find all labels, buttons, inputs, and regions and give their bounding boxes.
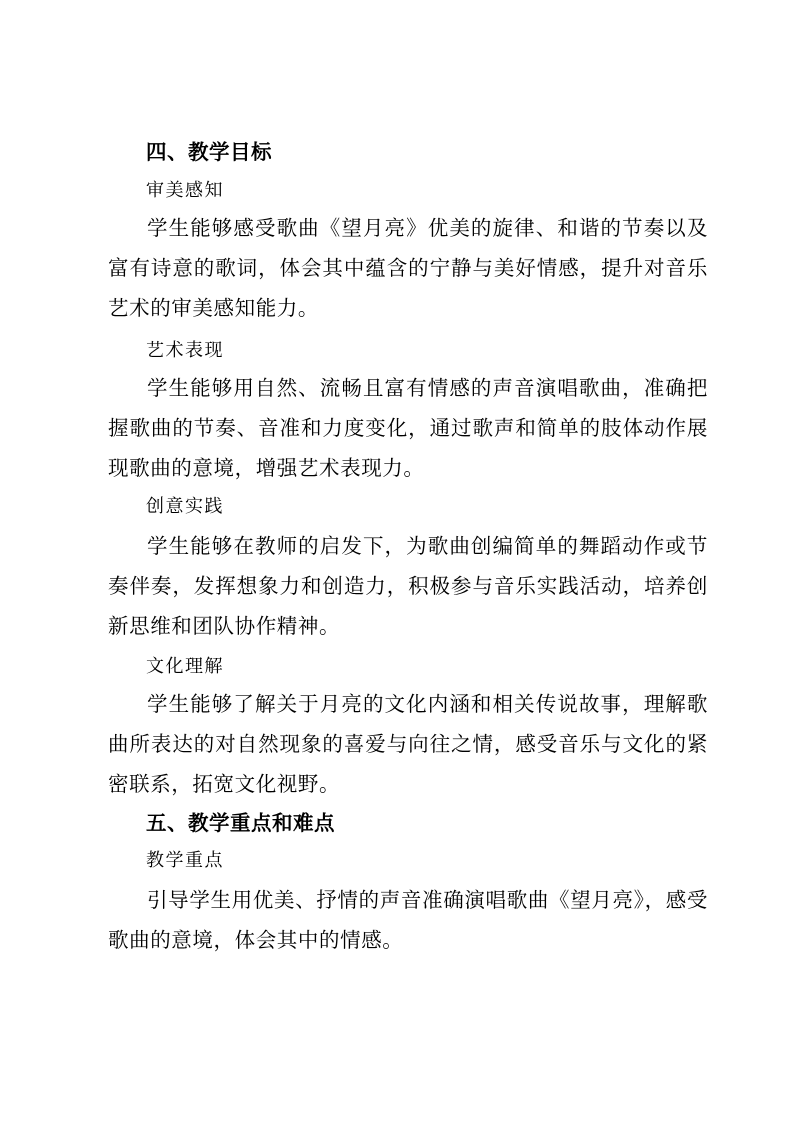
paragraph-artistic-expression: 学生能够用自然、流畅且富有情感的声音演唱歌曲，准确把握歌曲的节奏、音准和力度变化，通过歌声和简单的肢体动作展现歌曲的意境，增强艺术表现力。 xyxy=(108,376,708,480)
section-heading-key-points-and-difficulties: 五、教学重点和难点 xyxy=(146,811,335,835)
paragraph-teaching-focus: 引导学生用优美、抒情的声音准确演唱歌曲《望月亮》，感受歌曲的意境，体会其中的情感。 xyxy=(108,888,708,952)
subheading-artistic-expression: 艺术表现 xyxy=(146,340,224,361)
paragraph-cultural-understanding: 学生能够了解关于月亮的文化内涵和相关传说故事，理解歌曲所表达的对自然现象的喜爱与向往之情，感受音乐与文化的紧密联系，拓宽文化视野。 xyxy=(108,692,708,796)
subheading-cultural-understanding: 文化理解 xyxy=(146,656,224,677)
paragraph-aesthetic-perception: 学生能够感受歌曲《望月亮》优美的旋律、和谐的节奏以及富有诗意的歌词，体会其中蕴含的宁静与美好情感，提升对音乐艺术的审美感知能力。 xyxy=(108,216,708,320)
subheading-teaching-focus: 教学重点 xyxy=(146,850,224,871)
subheading-aesthetic-perception: 审美感知 xyxy=(146,180,224,201)
subheading-creative-practice: 创意实践 xyxy=(146,496,224,517)
section-heading-teaching-objectives: 四、教学目标 xyxy=(146,140,272,164)
paragraph-creative-practice: 学生能够在教师的启发下，为歌曲创编简单的舞蹈动作或节奏伴奏，发挥想象力和创造力，积极参与音乐实践活动，培养创新思维和团队协作精神。 xyxy=(108,534,708,638)
